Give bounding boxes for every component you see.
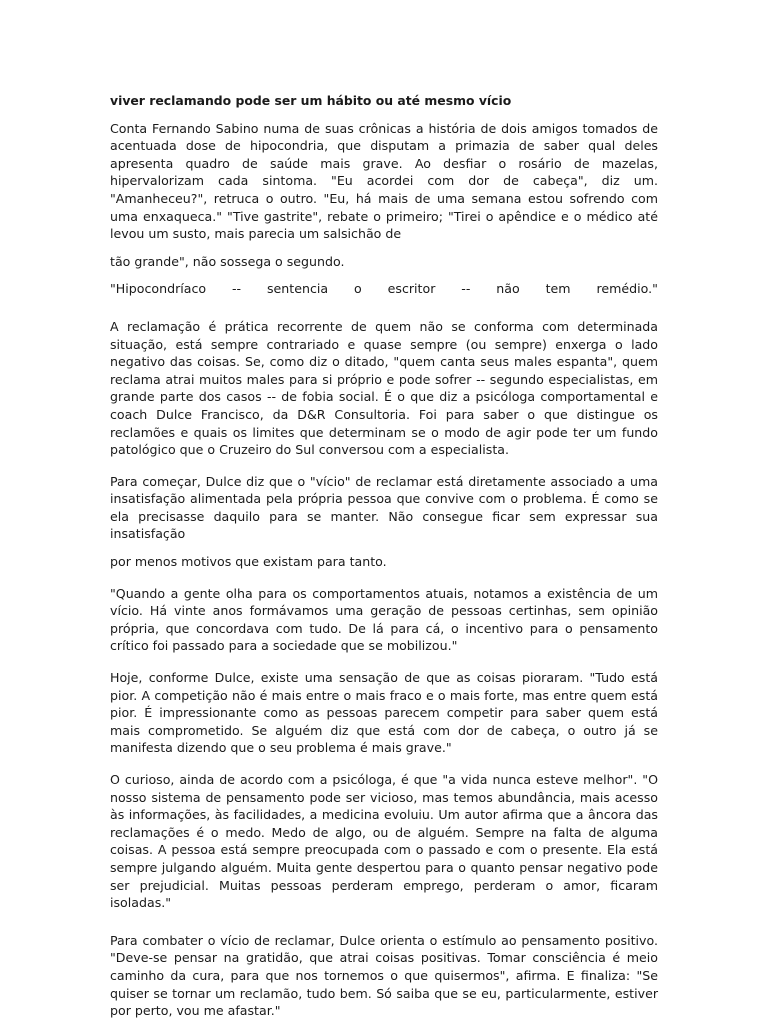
quote-word: -- <box>461 281 471 297</box>
paragraph-8: Hoje, conforme Dulce, existe uma sensação de que as coisas pioraram. "Tudo está pior. A competição não é mais entre o mais fraco e o mais forte, mas entre quem está pior. É impressionante como as pessoas parecem competir para saber quem está mais comprometido. Se alguém diz que está com dor de cabeça, o outro já se manifesta dizendo que o seu problema é mais grave." <box>110 670 658 756</box>
quote-word: escritor <box>387 281 436 297</box>
document-page <box>110 92 658 1020</box>
paragraph-9: O curioso, ainda de acordo com a psicóloga, é que "a vida nunca esteve melhor". "O nosso sistema de pensamento pode ser vicioso, mas temos abundância, mais acesso às informações, às facilidades, a medicina evoluiu. Um autor afirma que a âncora das reclamações é o medo. Medo de algo, ou de alguém. Sempre na falta de alguma coisas. A pessoa está sempre preocupada com o passado e com o presente. Ela está sempre julgando alguém. Muita gente despertou para o quanto pensar negativo pode ser prejudicial. Muitas pessoas perderam emprego, perderam o amor, ficaram isoladas." <box>110 772 658 911</box>
quote-word: o <box>354 281 362 297</box>
quote-word: remédio." <box>596 281 658 297</box>
quote-word: "Hipocondríaco <box>110 281 207 297</box>
quote-word: não <box>496 281 520 297</box>
quote-word: -- <box>232 281 242 297</box>
paragraph-5: Para começar, Dulce diz que o "vício" de reclamar está diretamente associado a uma insatisfação alimentada pela própria pessoa que convive com o problema. É como se ela precisasse daquilo para se manter. Não consegue ficar sem expressar sua insatisfação <box>110 473 658 542</box>
paragraph-2: tão grande", não sossega o segundo. <box>110 253 345 269</box>
paragraph-6: por menos motivos que existam para tanto. <box>110 554 387 570</box>
paragraph-10: Para combater o vício de reclamar, Dulce orienta o estímulo ao pensamento positivo. "Deve-se pensar na gratidão, que atrai coisas positivas. Tomar consciência é meio caminho da cura, para que nos tornemos o que quisermos", afirma. E finaliza: "Se quiser se tornar um reclamão, tudo bem. Só saiba que se eu, particularmente, estiver por perto, vou me afastar." <box>110 932 658 1019</box>
paragraph-1: Conta Fernando Sabino numa de suas crônicas a história de dois amigos tomados de acentuada dose de hipocondria, que disputam a primazia de saber qual deles apresenta quadro de saúde mais grave. Ao desfiar o rosário de mazelas, hipervalorizam cada sintoma. "Eu acordei com dor de cabeça", diz um. "Amanheceu?", retruca o outro. "Eu, há mais de uma semana estou sofrendo com uma enxaqueca." "Tive gastrite", rebate o primeiro; "Tirei o apêndice e o médico até levou um susto, mais parecia um salsichão de <box>110 120 658 242</box>
article-title: viver reclamando pode ser um hábito ou até mesmo vício <box>110 93 512 108</box>
paragraph-4: A reclamação é prática recorrente de quem não se conforma com determinada situação, está sempre contrariado e quase sempre (ou sempre) enxerga o lado negativo das coisas. Se, como diz o ditado, "quem canta seus males espanta", quem reclama atrai muitos males para si próprio e pode sofrer -- segundo especialistas, em grande parte dos casos -- de fobia social. É o que diz a psicóloga comportamental e coach Dulce Francisco, da D&R Consultoria. Foi para saber o que distingue os reclamões e quais os limites que determinam se o modo de agir pode ter um fundo patológico que o Cruzeiro do Sul conversou com a especialista. <box>110 318 658 458</box>
paragraph-3 <box>110 280 658 298</box>
paragraph-7: "Quando a gente olha para os comportamentos atuais, notamos a existência de um vício. Há vinte anos formávamos uma geração de pessoas certinhas, sem opinião própria, que concordava com tudo. De lá para cá, o incentivo para o pensamento crítico foi passado para a sociedade que se mobilizou." <box>110 585 658 654</box>
quote-word: sentencia <box>267 281 329 297</box>
quote-word: tem <box>545 281 571 297</box>
